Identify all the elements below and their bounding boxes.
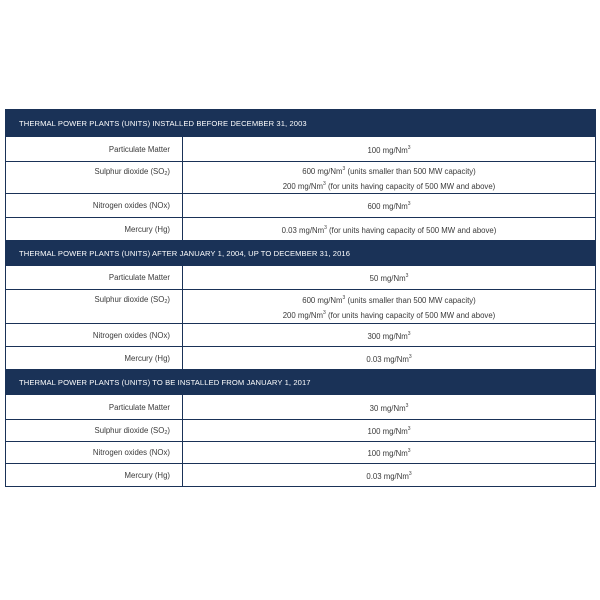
section-header: THERMAL POWER PLANTS (UNITS) TO BE INSTALLED FROM JANUARY 1, 2017 — [6, 369, 595, 395]
pollutant-label: Mercury (Hg) — [6, 347, 183, 369]
table-row — [6, 395, 595, 419]
limit-value: 30 mg/Nm$^3$ — [369, 402, 409, 413]
limit-value: 100 mg/Nm$^3$ — [367, 426, 411, 436]
pollutant-label: Sulphur dioxide (SO2) — [6, 420, 183, 441]
table-row — [6, 217, 595, 240]
pollutant-label: Particulate Matter — [6, 266, 183, 289]
section-header: THERMAL POWER PLANTS (UNITS) AFTER JANUARY 1, 2004, UP TO DECEMBER 31, 2016 — [6, 240, 595, 266]
pollutant-label: Nitrogen oxides (NOx) — [6, 194, 183, 217]
table-row — [6, 346, 595, 369]
limit-value: 600 mg/Nm$^3$ (units smaller than 500 MW capacity) 200 mg/Nm$^3$ (for units having capacity of 500 MW and above) — [282, 294, 496, 320]
pollutant-label: Mercury (Hg) — [6, 464, 183, 486]
pollutant-label: Particulate Matter — [6, 137, 183, 161]
limit-value: 100 mg/Nm$^3$ — [367, 448, 411, 458]
table-row — [6, 289, 595, 323]
pollutant-label: Nitrogen oxides (NOx) — [6, 324, 183, 346]
emission-standards-table — [5, 109, 596, 487]
limit-value: 0.03 mg/Nm$^3$ (for units having capacity of 500 MW and above) — [281, 224, 497, 235]
table-row — [6, 463, 595, 486]
limit-value: 300 mg/Nm$^3$ — [367, 330, 411, 341]
table-row — [6, 193, 595, 217]
section-header: THERMAL POWER PLANTS (UNITS) INSTALLED BEFORE DECEMBER 31, 2003 — [6, 110, 595, 137]
pollutant-label: Sulphur dioxide (SO2) — [6, 290, 183, 323]
pollutant-label: Sulphur dioxide (SO2) — [6, 162, 183, 193]
limit-value: 0.03 mg/Nm$^3$ — [366, 353, 412, 364]
table-row — [6, 441, 595, 463]
table-row — [6, 161, 595, 193]
table-row — [6, 266, 595, 289]
table-row — [6, 137, 595, 161]
limit-value: 600 mg/Nm$^3$ — [367, 201, 411, 211]
limit-value: 600 mg/Nm$^3$ (units smaller than 500 MW capacity) 200 mg/Nm$^3$ (for units having capacity of 500 MW and above) — [282, 165, 496, 191]
pollutant-label: Nitrogen oxides (NOx) — [6, 442, 183, 463]
table-row — [6, 323, 595, 346]
table-row — [6, 419, 595, 441]
pollutant-label: Particulate Matter — [6, 395, 183, 419]
limit-value: 50 mg/Nm$^3$ — [369, 273, 409, 283]
limit-value: 0.03 mg/Nm$^3$ — [366, 470, 412, 481]
limit-value: 100 mg/Nm$^3$ — [367, 144, 411, 155]
pollutant-label: Mercury (Hg) — [6, 218, 183, 240]
